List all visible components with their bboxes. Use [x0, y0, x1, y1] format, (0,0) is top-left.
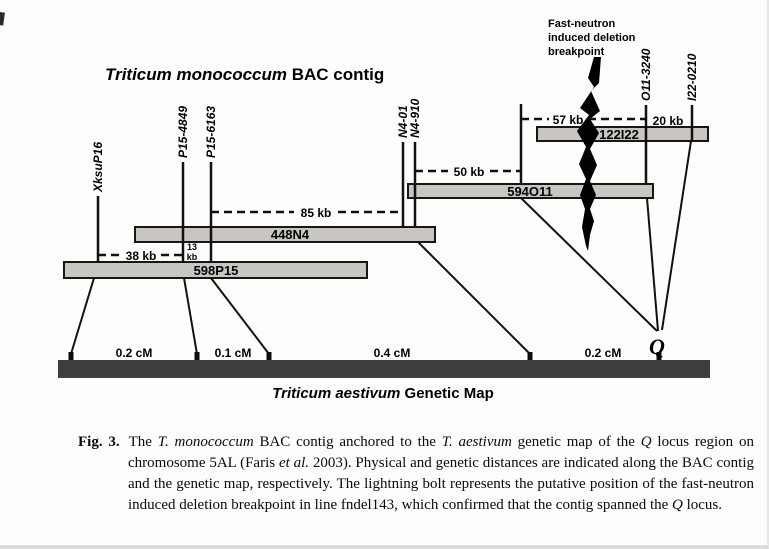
map-tick-1	[69, 352, 74, 360]
anchor-line-i22-0210-to-q	[662, 141, 691, 330]
anchor-line-xksup16	[71, 278, 94, 354]
contig-title	[105, 65, 384, 84]
bac-label-448n4: 448N4	[270, 227, 310, 242]
map-interval-4: 0.2 cM	[584, 346, 622, 360]
distance-label-50kb: 50 kb	[453, 165, 485, 179]
marker-label-n4-01: N4-01	[396, 105, 410, 138]
distance-50kb	[415, 165, 521, 179]
marker-label-p15-6163: P15-6163	[204, 105, 218, 158]
genetic-map-bar	[58, 360, 710, 378]
bac-label-594o11: 594O11	[507, 184, 553, 199]
contig-title-suffix: BAC contig	[287, 65, 385, 84]
map-tick-3	[267, 352, 272, 360]
breakpoint-note	[548, 18, 636, 58]
distance-label-85kb: 85 kb	[300, 206, 332, 220]
anchor-line-o11-3240-to-q	[647, 198, 658, 331]
map-tick-4	[528, 352, 533, 360]
distance-label-13kb-line1: 13	[186, 242, 198, 252]
anchor-line-p15-4849	[184, 278, 197, 354]
anchor-line-p15-6163	[211, 278, 269, 354]
contig-title-species: Triticum monococcum	[105, 65, 287, 84]
distance-38kb	[98, 249, 183, 263]
bac-label-598p15: 598P15	[193, 263, 239, 278]
distance-label-13kb-line2: kb	[186, 252, 198, 262]
map-interval-2: 0.1 cM	[214, 346, 252, 360]
distance-85kb	[211, 206, 403, 220]
map-title-species: Triticum aestivum	[272, 385, 401, 402]
marker-label-p15-4849: P15-4849	[176, 105, 190, 158]
distance-label-57kb: 57 kb	[552, 113, 584, 127]
breakpoint-note-line2: induced deletion	[548, 32, 636, 44]
map-interval-1: 0.2 cM	[115, 346, 153, 360]
scan-artifact	[0, 12, 5, 26]
breakpoint-note-line1: Fast-neutron	[548, 18, 616, 30]
distance-label-20kb: 20 kb	[652, 114, 684, 128]
distance-label-38kb: 38 kb	[125, 249, 157, 263]
marker-label-n4-910: N4-910	[408, 98, 422, 138]
marker-label-o11-3240: O11-3240	[639, 48, 653, 101]
map-tick-2	[195, 352, 200, 360]
figure-caption	[78, 432, 754, 516]
bac-label-122i22: 122I22	[599, 127, 639, 142]
q-locus-label: Q	[649, 334, 665, 359]
breakpoint-note-line3: breakpoint	[548, 46, 605, 58]
marker-label-i22-0210: I22-0210	[685, 53, 699, 101]
marker-label-xksup16: XksuP16	[91, 141, 105, 192]
lightning-bolt	[577, 57, 601, 251]
figure-caption-label: Fig. 3.	[78, 434, 120, 450]
anchor-line-n4	[418, 242, 530, 354]
map-title-suffix: Genetic Map	[400, 385, 494, 402]
distance-13kb	[187, 242, 198, 262]
map-title	[272, 385, 493, 402]
map-interval-3: 0.4 cM	[373, 346, 411, 360]
figure-caption-text: The T. monococcum BAC contig anchored to the T. aestivum genetic map of the Q locus region on chromosome 5AL (Faris et al. 2003). Physical and genetic distances are indicated along the BAC contig and the genetic map, respectively. The lightning bolt represents the putative position of the fast-neutron induced deletion breakpoint in line fndel143, which confirmed that the contig spanned the Q locus.	[128, 434, 755, 513]
